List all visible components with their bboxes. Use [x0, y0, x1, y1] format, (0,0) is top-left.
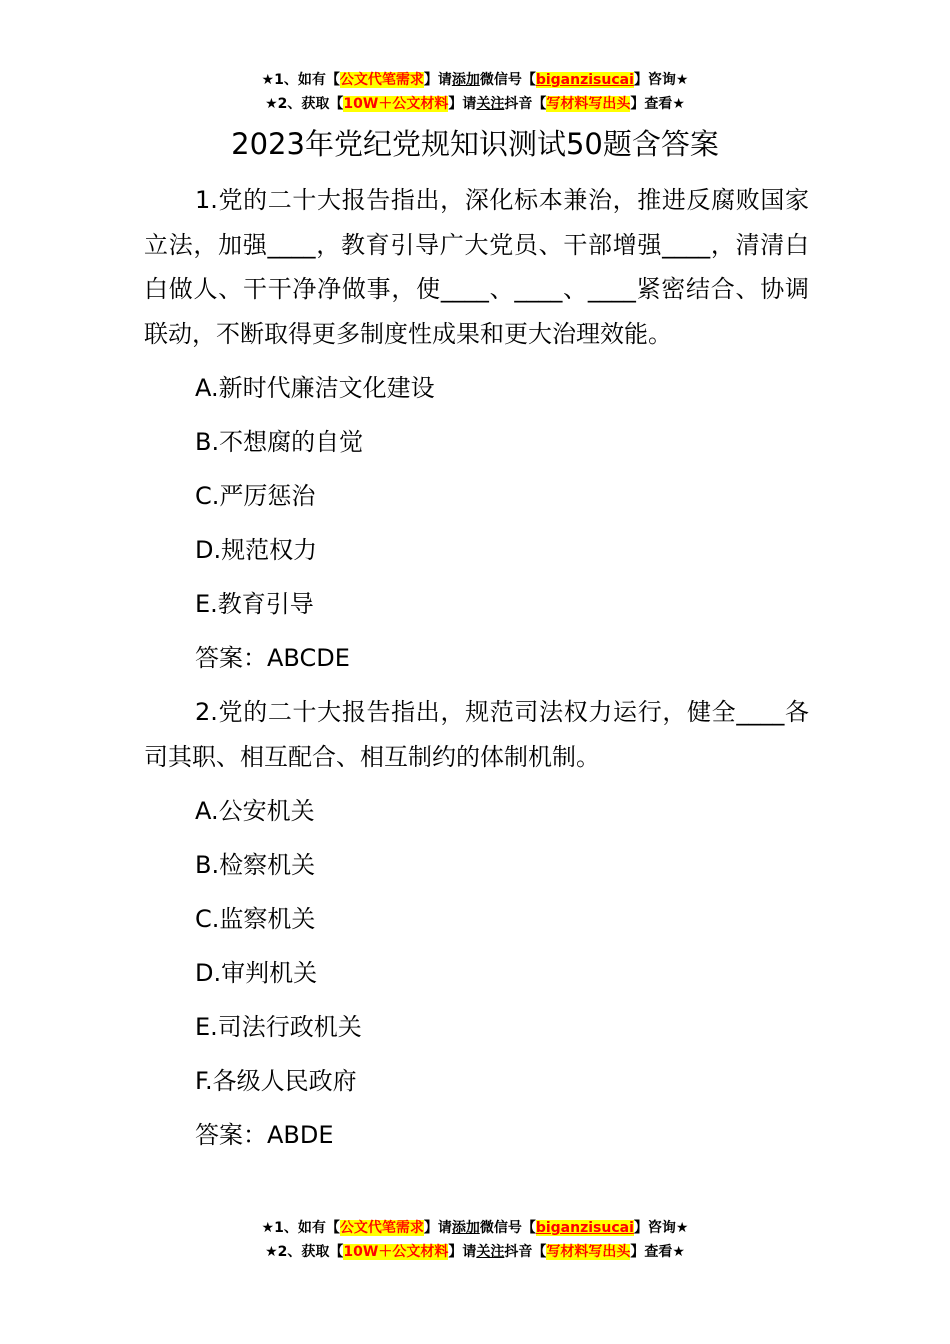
banner-line-1 — [0, 68, 950, 92]
banner-line-2 — [0, 1240, 950, 1264]
banner-text: 】查看★ — [630, 1244, 685, 1260]
option-item: C.严厉惩治 — [195, 482, 316, 510]
option-item: B.检察机关 — [195, 851, 316, 879]
option-item: C.监察机关 — [195, 905, 316, 933]
banner-text: ★1、如有【 — [261, 1220, 340, 1236]
question-text: 1.党的二十大报告指出，深化标本兼治，推进反腐败国家立法，加强____，教育引导广大党员、干部增强____，清清白白做人、干干净净做事，使____、____、____紧密结合、协调联动，不断取得更多制度性成果和更大治理效能。 — [144, 186, 809, 348]
banner-text: ★2、获取【 — [265, 96, 344, 112]
banner-line-1 — [0, 1216, 950, 1240]
banner-highlight: 写材料写出头 — [546, 96, 631, 112]
banner-text: 】查看★ — [630, 96, 685, 112]
option-item: A.公安机关 — [195, 797, 315, 825]
banner-underlined: 添加 — [451, 1220, 480, 1236]
banner-text: 】咨询★ — [633, 1220, 689, 1236]
banner-highlight: 10W＋公文材料 — [343, 96, 449, 112]
question-block — [144, 690, 809, 1157]
banner-wechat-id: biganzisucai — [535, 1220, 634, 1236]
option-item: F.各级人民政府 — [195, 1067, 357, 1095]
banner-text: 】咨询★ — [633, 72, 689, 88]
option-item: D.审判机关 — [195, 959, 318, 987]
banner-text: 】请 — [423, 72, 452, 88]
banner-underlined: 添加 — [451, 72, 480, 88]
banner-text: 抖音【 — [504, 1244, 547, 1260]
banner-highlight: 公文代笔需求 — [339, 72, 424, 88]
document-body — [144, 178, 809, 1157]
banner-highlight: 公文代笔需求 — [339, 1220, 424, 1236]
answer-line: 答案：ABCDE — [195, 644, 350, 672]
option-item: D.规范权力 — [195, 536, 318, 564]
option-item: E.教育引导 — [195, 590, 314, 618]
option-item: A.新时代廉洁文化建设 — [195, 374, 435, 402]
option-item: B.不想腐的自觉 — [195, 428, 364, 456]
banner-text: ★2、获取【 — [265, 1244, 344, 1260]
footer-banner — [0, 1216, 950, 1264]
banner-line-2 — [0, 92, 950, 116]
banner-text: 】请 — [448, 1244, 477, 1260]
banner-underlined: 关注 — [476, 96, 505, 112]
question-text: 2.党的二十大报告指出，规范司法权力运行，健全____各司其职、相互配合、相互制约的体制机制。 — [144, 698, 809, 771]
header-banner — [0, 68, 950, 116]
banner-highlight: 10W＋公文材料 — [343, 1244, 449, 1260]
answer-line: 答案：ABDE — [195, 1121, 334, 1149]
banner-highlight: 写材料写出头 — [546, 1244, 631, 1260]
banner-underlined: 关注 — [476, 1244, 505, 1260]
banner-text: 微信号【 — [479, 72, 536, 88]
banner-text: 】请 — [448, 96, 477, 112]
option-item: E.司法行政机关 — [195, 1013, 362, 1041]
banner-text: 微信号【 — [479, 1220, 536, 1236]
banner-text: 】请 — [423, 1220, 452, 1236]
page-title: 2023年党纪党规知识测试50题含答案 — [231, 127, 719, 161]
question-block — [144, 178, 809, 680]
banner-wechat-id: biganzisucai — [535, 72, 634, 88]
banner-text: 抖音【 — [504, 96, 547, 112]
banner-text: ★1、如有【 — [261, 72, 340, 88]
